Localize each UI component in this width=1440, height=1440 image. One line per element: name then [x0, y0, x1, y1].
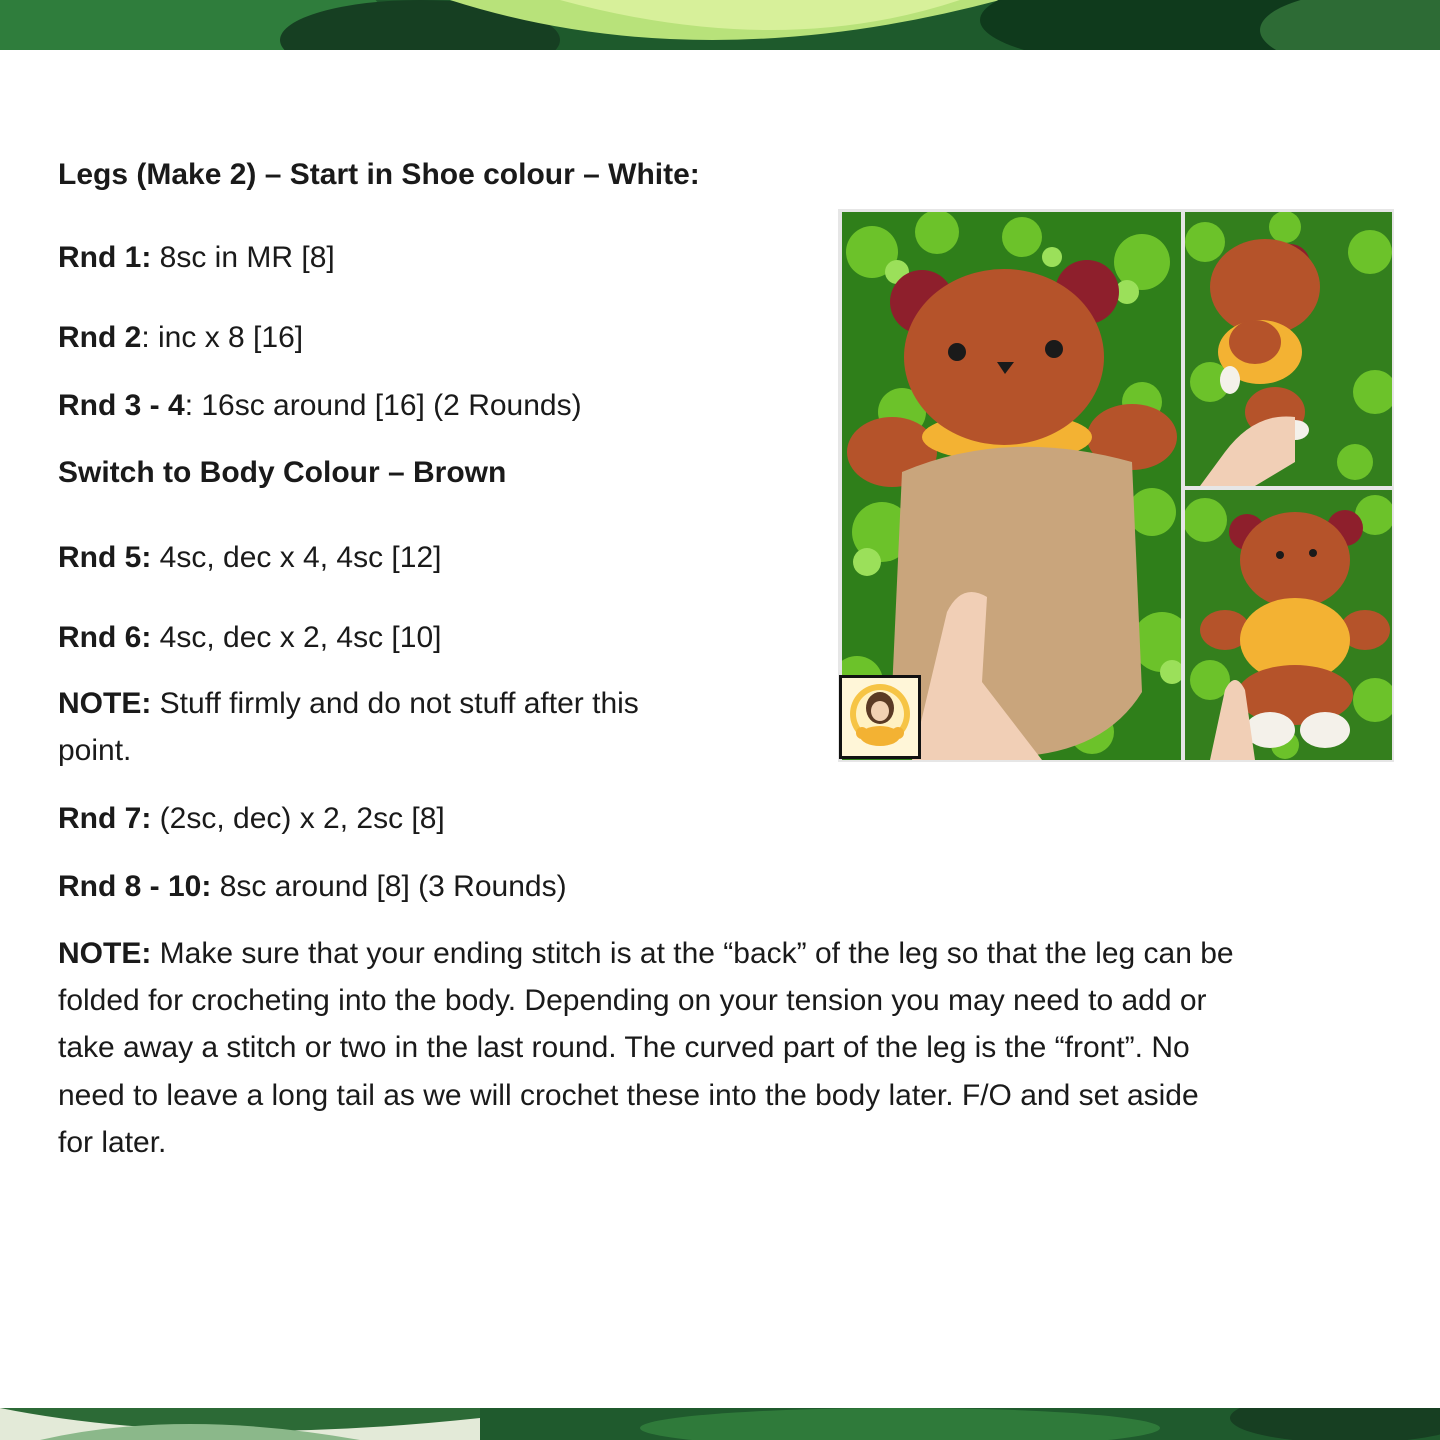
designer-logo-badge — [839, 675, 921, 759]
note-stuff-firmly — [58, 684, 639, 724]
switch-colour-heading: Switch to Body Colour – Brown — [58, 456, 507, 489]
note-ending-stitch — [58, 934, 1234, 974]
note-ending-stitch-line-2: folded for crocheting into the body. Depending on your tension you may need to add or — [58, 984, 1207, 1017]
note-text: Stuff firmly and do not stuff after this — [151, 687, 639, 720]
round-instruction: (2sc, dec) x 2, 2sc [8] — [151, 802, 445, 835]
note-label: NOTE: — [58, 937, 152, 970]
round-5 — [58, 538, 441, 578]
photo-collage — [838, 209, 1394, 762]
round-label: Rnd 7: — [58, 802, 152, 835]
round-7 — [58, 799, 445, 839]
round-1 — [58, 238, 335, 278]
teddy-bear-side-photo — [1185, 212, 1392, 486]
note-label: NOTE: — [58, 687, 152, 720]
round-instruction: : 16sc around [16] (2 Rounds) — [184, 389, 582, 422]
note-text: Make sure that your ending stitch is at the “back” of the leg so that the leg can be — [151, 937, 1234, 970]
note-ending-stitch-line-5: for later. — [58, 1126, 167, 1159]
round-instruction: : inc x 8 [16] — [141, 321, 304, 354]
round-8-10 — [58, 867, 567, 907]
round-label: Rnd 1: — [58, 241, 152, 274]
round-2 — [58, 318, 303, 358]
note-ending-stitch-line-4: need to leave a long tail as we will crochet these into the body later. F/O and set aside — [58, 1079, 1199, 1112]
teddy-bear-full-photo — [1185, 490, 1392, 760]
round-instruction: 8sc around [8] (3 Rounds) — [211, 870, 567, 903]
round-label: Rnd 6: — [58, 621, 152, 654]
round-label: Rnd 2 — [58, 321, 142, 354]
round-instruction: 4sc, dec x 2, 4sc [10] — [151, 621, 442, 654]
round-label: Rnd 8 - 10: — [58, 870, 212, 903]
round-instruction: 8sc in MR [8] — [151, 241, 335, 274]
top-leaf-banner — [0, 0, 1440, 50]
legs-heading: Legs (Make 2) – Start in Shoe colour – White: — [58, 158, 700, 191]
round-label: Rnd 3 - 4 — [58, 389, 185, 422]
round-3-4 — [58, 386, 582, 426]
round-label: Rnd 5: — [58, 541, 152, 574]
note-ending-stitch-line-3: take away a stitch or two in the last round. The curved part of the leg is the “front”. No — [58, 1031, 1190, 1064]
round-6 — [58, 618, 441, 658]
note-stuff-firmly-cont: point. — [58, 734, 132, 767]
bottom-leaf-banner — [0, 1408, 1440, 1440]
round-instruction: 4sc, dec x 4, 4sc [12] — [151, 541, 442, 574]
